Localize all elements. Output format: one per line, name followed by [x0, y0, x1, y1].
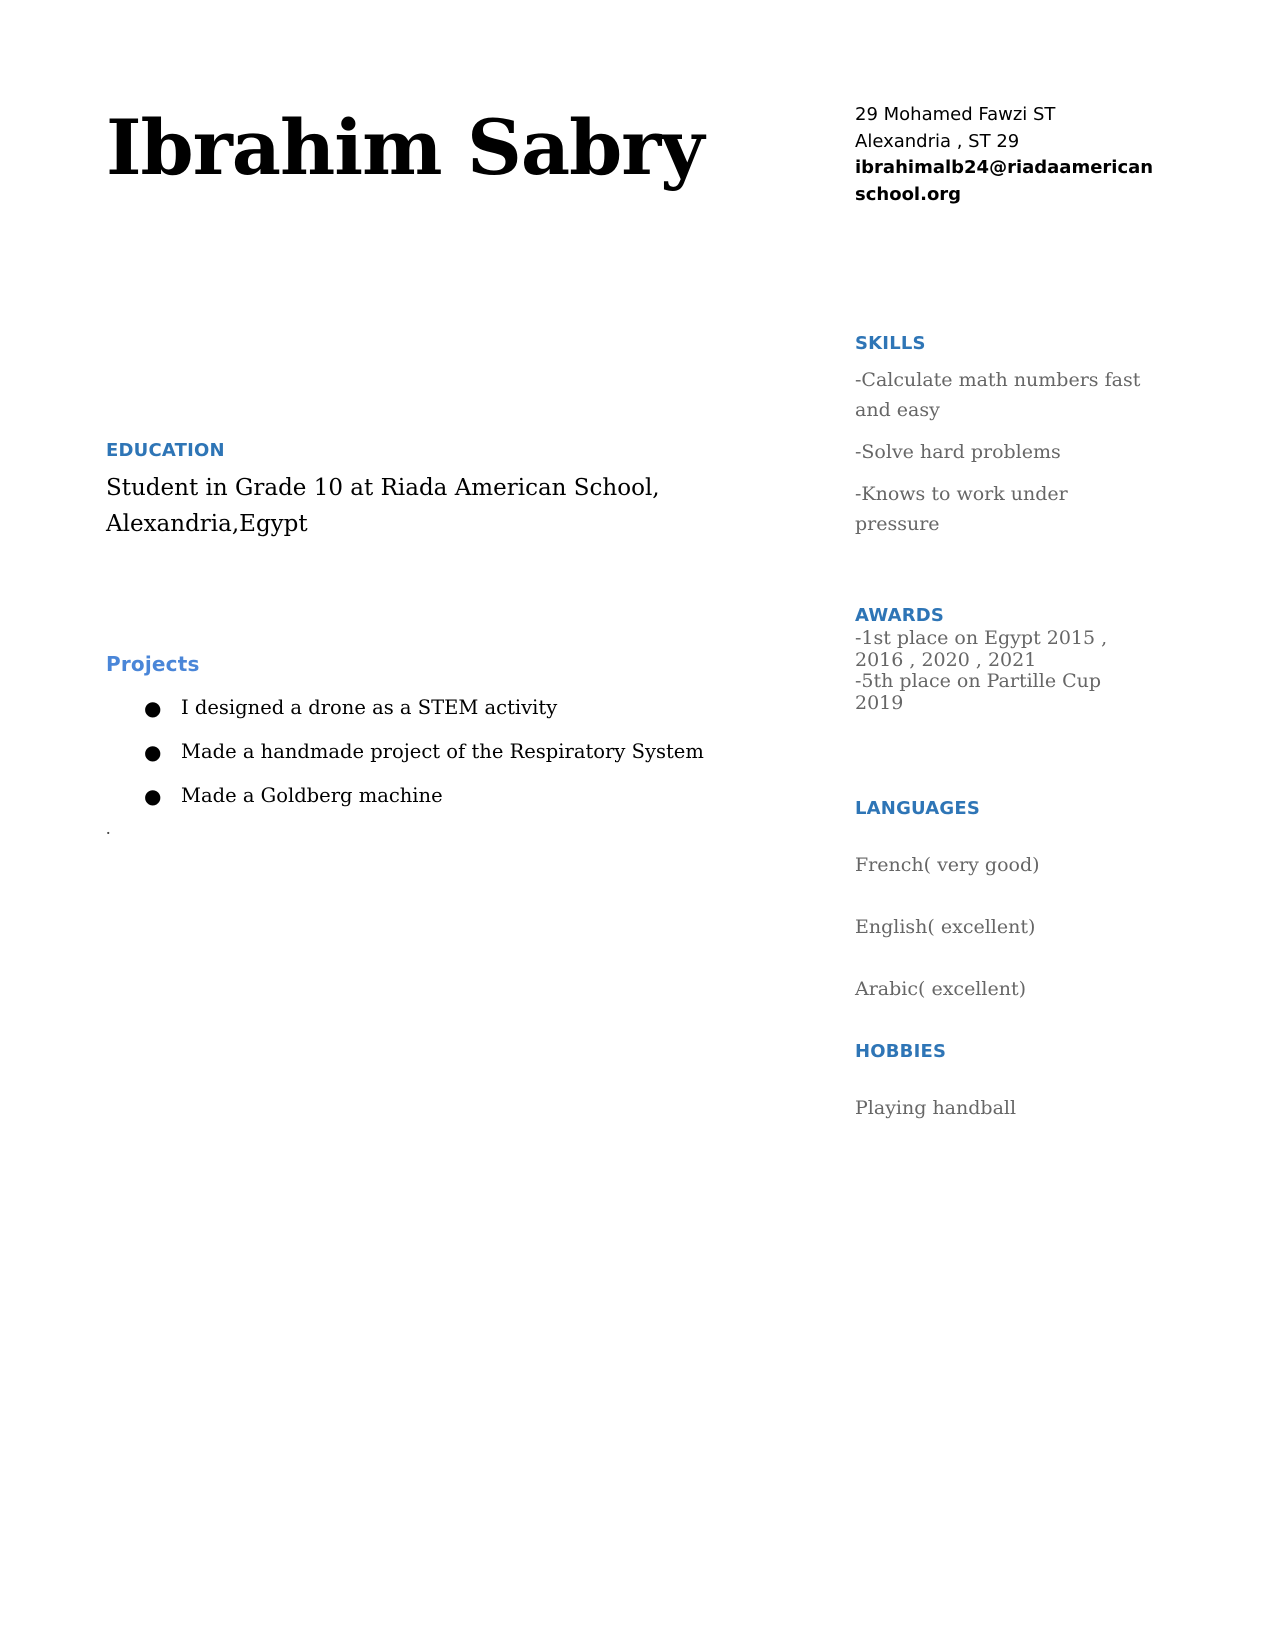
project-item-1: I designed a drone as a STEM activity — [181, 696, 558, 719]
awards-heading: AWARDS — [855, 605, 945, 626]
language-item-1: French( very good) — [855, 854, 1040, 876]
award-line-3: -5th place on Partille Cup — [855, 670, 1102, 692]
skill-item-2: -Solve hard problems — [855, 441, 1061, 463]
list-item — [106, 690, 704, 734]
email-line-1[interactable]: ibrahimalb24@riadaamerican — [855, 157, 1154, 178]
skill-item-1: -Calculate math numbers fast and easy — [855, 369, 1141, 421]
award-line-2: 2016 , 2020 , 2021 — [855, 648, 1037, 671]
hobby-item-1: Playing handball — [855, 1097, 1017, 1119]
education-heading: EDUCATION — [106, 440, 225, 461]
awards-list — [855, 628, 1145, 714]
trailing-period: . — [106, 818, 111, 838]
education-line-2: Alexandria,Egypt — [106, 511, 308, 537]
skills-heading: SKILLS — [855, 333, 926, 354]
contact-block — [855, 102, 1155, 208]
bullet-icon: ● — [144, 740, 162, 764]
education-line-1: Student in Grade 10 at Riada American School, — [106, 475, 660, 501]
languages-list — [855, 852, 1145, 1002]
project-item-3: Made a Goldberg machine — [181, 784, 443, 807]
skill-item-3: -Knows to work under pressure — [855, 483, 1068, 535]
list-item — [106, 734, 704, 778]
languages-heading: LANGUAGES — [855, 798, 981, 819]
skills-list — [855, 365, 1145, 539]
award-line-1: -1st place on Egypt 2015 , — [855, 627, 1108, 649]
projects-heading: Projects — [106, 652, 200, 676]
education-text — [106, 470, 686, 542]
bullet-icon: ● — [144, 784, 162, 808]
project-item-2: Made a handmade project of the Respiratory System — [181, 740, 704, 763]
email-line-2[interactable]: school.org — [855, 183, 962, 205]
award-line-4: 2019 — [855, 691, 904, 714]
candidate-name: Ibrahim Sabry — [106, 103, 704, 192]
address-line-1: 29 Mohamed Fawzi ST — [855, 104, 1056, 125]
list-item — [106, 778, 704, 822]
projects-list — [106, 690, 704, 822]
hobbies-list — [855, 1095, 1145, 1121]
address-line-2: Alexandria , ST 29 — [855, 130, 1020, 152]
hobbies-heading: HOBBIES — [855, 1041, 947, 1062]
language-item-3: Arabic( excellent) — [855, 978, 1026, 1000]
bullet-icon: ● — [144, 696, 162, 720]
language-item-2: English( excellent) — [855, 916, 1036, 938]
